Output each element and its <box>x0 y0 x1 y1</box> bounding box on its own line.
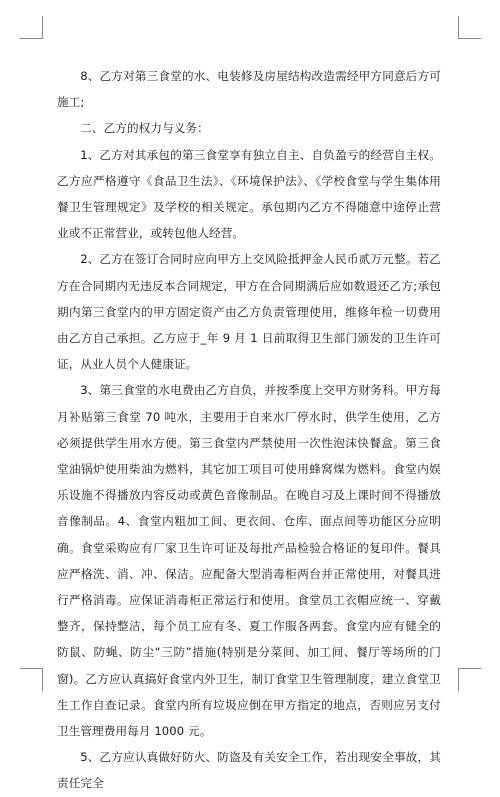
paragraph-item-5: 5、乙方应认真做好防火、防盗及有关安全工作，若出现安全事故，其责任完全 <box>57 750 441 791</box>
section-heading-rights-obligations: 二、乙方的权力与义务： <box>80 121 209 136</box>
paragraph-clause-8: 8、乙方对第三食堂的水、电装修及房屋结构改造需经甲方同意后方可施工; <box>57 69 441 110</box>
paragraph-item-3: 3、第三食堂的水电费由乙方自负，并按季度上交甲方财务科。甲方每月补贴第三食堂 70 吨水，主要用于自来水厂停水时，供学生使用，乙方必须提供学生用水方便。第三食堂内严禁使用一次性泡沫快餐盒。第三食堂油锅炉使用柴油为燃料，其它加工项目可使用蜂窝煤为燃料。食堂内娱乐设施不得播放内容反动或黄色音像制品。在晚自习及上课时间不得播放音像制品。4、食堂内粗加工间、更衣间、仓库、面点间等功能区分应明确。食堂采购应有厂家卫生许可证及每批产品检验合格证的复印件。餐具应严格洗、消、冲、保洁。应配备大型消毒柜两台并正常使用，对餐具进行严格消毒。应保证消毒柜正常运行和使用。食堂员工衣帽应统一、穿戴整齐，保持整洁，每个员工应有冬、夏工作服各两套。食堂内应有健全的防鼠、防蝇、防尘“三防”措施(特别是分菜间、加工间、餐厅等场所的门窗)。乙方应认真搞好食堂内外卫生，制订食堂卫生管理制度，建立食堂卫生工作自查记录。食堂内所有垃圾应倒在甲方指定的地点，否则应另支付卫生管理费用每月 1000 元。 <box>57 383 441 739</box>
document-body <box>57 63 441 797</box>
crop-mark-bottom-right <box>458 668 481 691</box>
crop-mark-top-left <box>20 16 43 39</box>
crop-mark-bottom-left <box>20 668 43 691</box>
crop-mark-top-right <box>458 16 481 39</box>
paragraph-item-2: 2、乙方在签订合同时应向甲方上交风险抵押金人民币贰万元整。若乙方在合同期内无违反本合同规定，甲方在合同期满后应如数退还乙方;承包期内第三食堂内的甲方固定资产由乙方负责管理使用，维修年检一切费用由乙方自己承担。乙方应于_年 9 月 1 日前取得卫生部门颁发的卫生许可证，从业人员个人健康证。 <box>57 252 441 372</box>
paragraph-item-1: 1、乙方对其承包的第三食堂享有独立自主、自负盈亏的经营自主权。乙方应严格遵守《食品卫生法》、《环境保护法》、《学校食堂与学生集体用餐卫生管理规定》及学校的相关规定。承包期内乙方不得随意中途停止营业或不正常营业，或转包他人经营。 <box>57 147 441 241</box>
